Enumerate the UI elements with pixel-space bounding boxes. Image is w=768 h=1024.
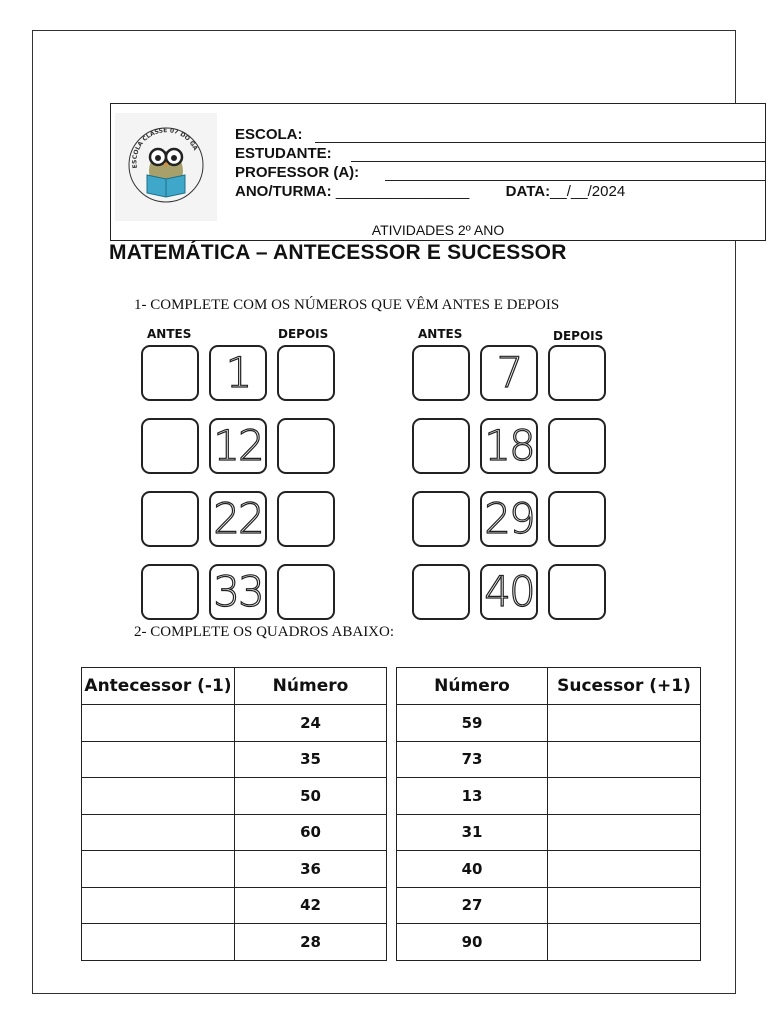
answer-cell[interactable]	[82, 705, 235, 742]
answer-cell[interactable]	[548, 814, 701, 851]
antes-label-left: ANTES	[147, 327, 192, 341]
escola-label: ESCOLA:	[235, 126, 303, 143]
number-box	[480, 564, 538, 620]
data-field[interactable]: __/__/2024	[550, 183, 626, 200]
table-header-row	[397, 668, 701, 705]
table-row	[82, 741, 387, 778]
number-cell: 31	[397, 814, 548, 851]
answer-cell[interactable]	[548, 741, 701, 778]
number-value: 12	[213, 421, 263, 470]
table-row	[82, 851, 387, 888]
antes-label-right: ANTES	[418, 327, 463, 341]
table-row	[82, 887, 387, 924]
answer-box-antes[interactable]	[412, 345, 470, 401]
answer-box-depois[interactable]	[548, 345, 606, 401]
table-row	[397, 814, 701, 851]
number-box	[209, 418, 267, 474]
number-cell: 59	[397, 705, 548, 742]
table-row	[397, 741, 701, 778]
table-row	[397, 705, 701, 742]
number-box	[209, 345, 267, 401]
answer-cell[interactable]	[82, 924, 235, 961]
number-box	[209, 564, 267, 620]
number-box	[480, 345, 538, 401]
number-box	[480, 491, 538, 547]
number-value: 33	[213, 567, 263, 616]
answer-cell[interactable]	[548, 778, 701, 815]
number-cell: 90	[397, 924, 548, 961]
table-row	[82, 778, 387, 815]
professor-label: PROFESSOR (A):	[235, 164, 360, 181]
answer-cell[interactable]	[548, 705, 701, 742]
number-cell: 60	[235, 814, 387, 851]
number-cell: 73	[397, 741, 548, 778]
answer-box-depois[interactable]	[277, 564, 335, 620]
answer-cell[interactable]	[82, 851, 235, 888]
antecessor-table	[81, 667, 387, 961]
answer-cell[interactable]	[548, 887, 701, 924]
number-cell: 13	[397, 778, 548, 815]
table-row	[82, 705, 387, 742]
answer-box-antes[interactable]	[412, 564, 470, 620]
professor-field[interactable]	[235, 164, 766, 183]
numero-header: Número	[235, 668, 387, 705]
page-title: MATEMÁTICA – ANTECESSOR E SUCESSOR	[109, 241, 567, 264]
number-cell: 42	[235, 887, 387, 924]
number-value: 29	[484, 494, 534, 543]
answer-box-antes[interactable]	[412, 491, 470, 547]
ano-data-row	[235, 183, 755, 200]
data-label: DATA:	[505, 183, 551, 200]
answer-box-antes[interactable]	[141, 491, 199, 547]
number-cell: 50	[235, 778, 387, 815]
school-logo	[115, 113, 217, 221]
answer-cell[interactable]	[82, 741, 235, 778]
header-fields	[235, 126, 766, 183]
number-box	[480, 418, 538, 474]
number-value: 18	[484, 421, 534, 470]
answer-box-depois[interactable]	[277, 345, 335, 401]
answer-box-depois[interactable]	[548, 564, 606, 620]
answer-cell[interactable]	[82, 778, 235, 815]
number-cell: 36	[235, 851, 387, 888]
answer-box-depois[interactable]	[548, 491, 606, 547]
number-box	[209, 491, 267, 547]
answer-cell[interactable]	[82, 814, 235, 851]
exercise2-instruction: 2- COMPLETE OS QUADROS ABAIXO:	[134, 624, 395, 640]
answer-box-depois[interactable]	[548, 418, 606, 474]
answer-box-antes[interactable]	[141, 345, 199, 401]
number-value: 40	[484, 567, 534, 616]
estudante-label: ESTUDANTE:	[235, 145, 332, 162]
number-cell: 40	[397, 851, 548, 888]
footer-line-right	[551, 993, 736, 994]
owl-reading-icon	[115, 113, 217, 221]
logo-text: ESCOLA CLASSE 07 DO GA	[131, 127, 199, 169]
answer-box-depois[interactable]	[277, 491, 335, 547]
footer-line-left	[32, 993, 213, 994]
number-cell: 27	[397, 887, 548, 924]
estudante-field[interactable]	[235, 145, 766, 164]
answer-box-antes[interactable]	[141, 564, 199, 620]
answer-box-antes[interactable]	[412, 418, 470, 474]
table-row	[397, 887, 701, 924]
answer-cell[interactable]	[82, 887, 235, 924]
table-row	[397, 851, 701, 888]
antecessor-header: Antecessor (-1)	[82, 668, 235, 705]
table-row	[82, 924, 387, 961]
table-row	[397, 778, 701, 815]
number-cell: 28	[235, 924, 387, 961]
table-header-row	[82, 668, 387, 705]
depois-label-right: DEPOIS	[553, 329, 604, 343]
answer-box-depois[interactable]	[277, 418, 335, 474]
sucessor-table	[396, 667, 701, 961]
sucessor-header: Sucessor (+1)	[548, 668, 701, 705]
table-row	[82, 814, 387, 851]
ano-turma-field[interactable]: ________________	[335, 183, 470, 200]
subtitle: ATIVIDADES 2º ANO	[371, 222, 505, 238]
numero-header: Número	[397, 668, 548, 705]
escola-field[interactable]	[235, 126, 766, 145]
answer-box-antes[interactable]	[141, 418, 199, 474]
ano-turma-label: ANO/TURMA:	[235, 183, 332, 200]
answer-cell[interactable]	[548, 924, 701, 961]
number-value: 7	[496, 348, 522, 397]
number-value: 1	[225, 348, 251, 397]
depois-label-left: DEPOIS	[278, 327, 329, 341]
number-cell: 24	[235, 705, 387, 742]
exercise1-instruction: 1- COMPLETE COM OS NÚMEROS QUE VÊM ANTES E DEPOIS	[134, 297, 560, 313]
table-row	[397, 924, 701, 961]
number-cell: 35	[235, 741, 387, 778]
number-value: 22	[213, 494, 263, 543]
answer-cell[interactable]	[548, 851, 701, 888]
